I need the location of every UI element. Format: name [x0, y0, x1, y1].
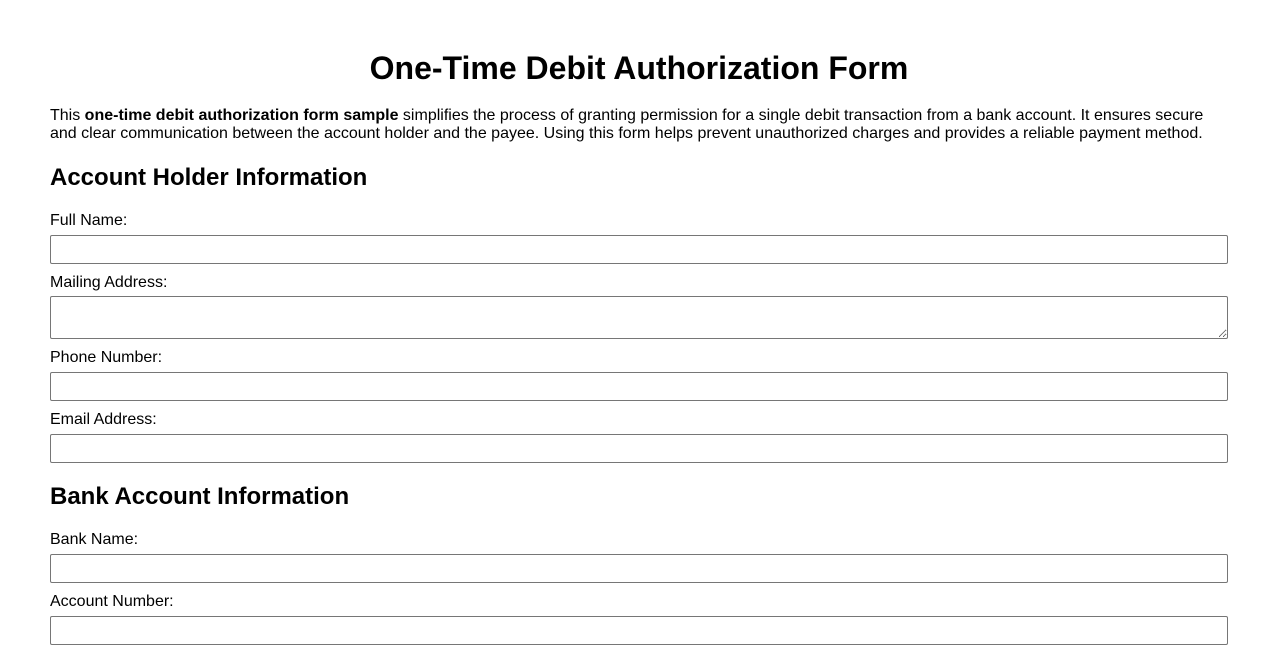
account-number-label: Account Number: [50, 593, 174, 610]
intro-prefix: This [50, 107, 85, 124]
mailing-address-textarea[interactable] [50, 296, 1228, 339]
bank-account-heading: Bank Account Information [50, 483, 350, 510]
intro-suffix: simplifies the process of granting permission for a single debit transaction from a bank account. It ensures secure and clear communication between the account holder and the payee. Using this form helps prevent unauthorized charges and provides a reliable payment method. [50, 107, 1204, 142]
phone-number-label: Phone Number: [50, 349, 163, 366]
full-name-label: Full Name: [50, 212, 128, 229]
phone-number-input[interactable] [50, 372, 1228, 401]
bank-name-label: Bank Name: [50, 531, 139, 548]
email-address-label: Email Address: [50, 411, 157, 428]
bank-name-input[interactable] [50, 554, 1228, 583]
email-address-input[interactable] [50, 434, 1228, 463]
account-holder-heading: Account Holder Information [50, 164, 368, 191]
mailing-address-label: Mailing Address: [50, 274, 168, 291]
intro-paragraph [50, 107, 1228, 143]
intro-bold-text: one-time debit authorization form sample [84, 107, 399, 124]
full-name-input[interactable] [50, 235, 1228, 264]
account-number-input[interactable] [50, 616, 1228, 645]
page-title: One-Time Debit Authorization Form [369, 50, 909, 86]
